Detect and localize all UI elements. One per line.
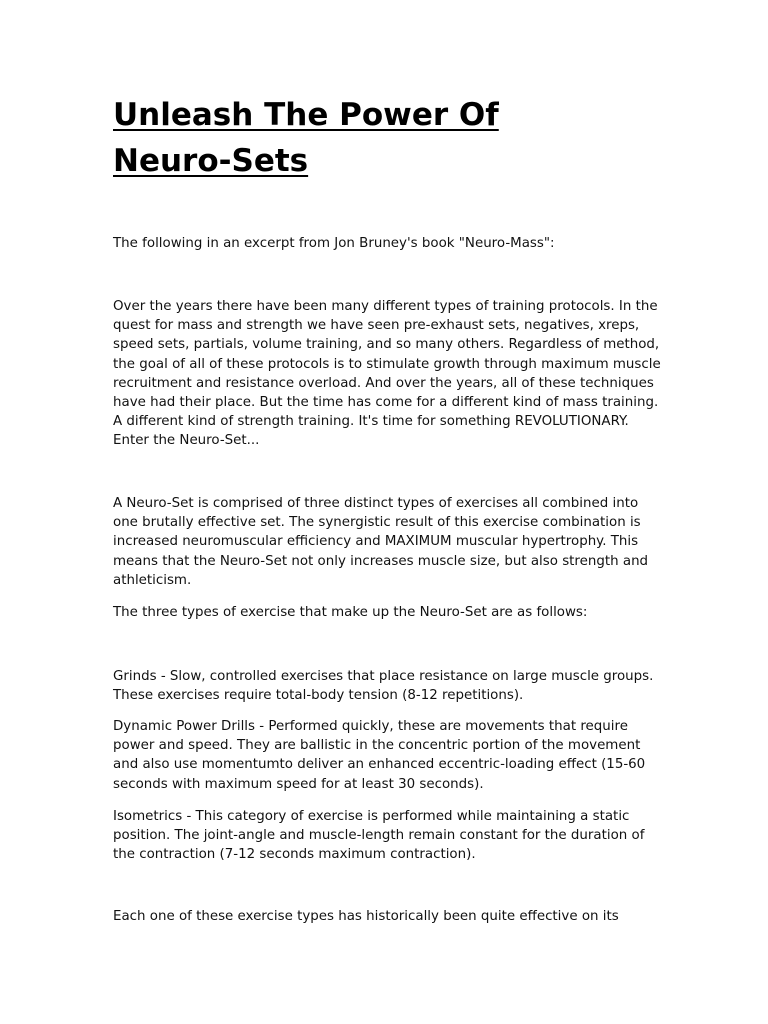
- title-line-2: Neuro-Sets: [113, 143, 309, 179]
- isometrics-paragraph: Isometrics - This category of exercise is performed while maintaining a static position. The joint-angle and muscle-length remain constant for the duration of the contraction (7-12 seconds maximum contraction).: [113, 809, 645, 863]
- document-page: [113, 92, 661, 924]
- intro-paragraph: The following in an excerpt from Jon Bruney's book "Neuro-Mass":: [113, 236, 555, 251]
- document-title: [113, 92, 661, 184]
- dynamic-power-drills-paragraph: Dynamic Power Drills - Performed quickly, these are movements that require power and speed. They are ballistic in the concentric portion of the movement and also use momentumto deliver an enhanced eccentric-loading effect (15-60 seconds with maximum speed for at least 30 seconds).: [113, 719, 646, 792]
- training-protocols-paragraph: Over the years there have been many different types of training protocols. In the quest for mass and strength we have seen pre-exhaust sets, negatives, xreps, speed sets, partials, volume training, and so many others. Regardless of method, the goal of all of these protocols is to stimulate growth through maximum muscle recruitment and resistance overload. And over the years, all of these techniques have had their place. But the time has come for a different kind of mass training. A different kind of strength training. It's time for something REVOLUTIONARY. Enter the Neuro-Set...: [113, 299, 661, 449]
- grinds-paragraph: Grinds - Slow, controlled exercises that place resistance on large muscle groups. These exercises require total-body tension (8-12 repetitions).: [113, 669, 654, 704]
- closing-paragraph: Each one of these exercise types has historically been quite effective on its: [113, 909, 619, 924]
- neuro-set-definition-paragraph: A Neuro-Set is comprised of three distinct types of exercises all combined into one brutally effective set. The synergistic result of this exercise combination is increased neuromuscular efficiency and MAXIMUM muscular hypertrophy. This means that the Neuro-Set not only increases muscle size, but also strength and athleticism.: [113, 496, 649, 588]
- title-line-1: Unleash The Power Of: [113, 97, 499, 133]
- three-types-paragraph: The three types of exercise that make up the Neuro-Set are as follows:: [113, 605, 588, 620]
